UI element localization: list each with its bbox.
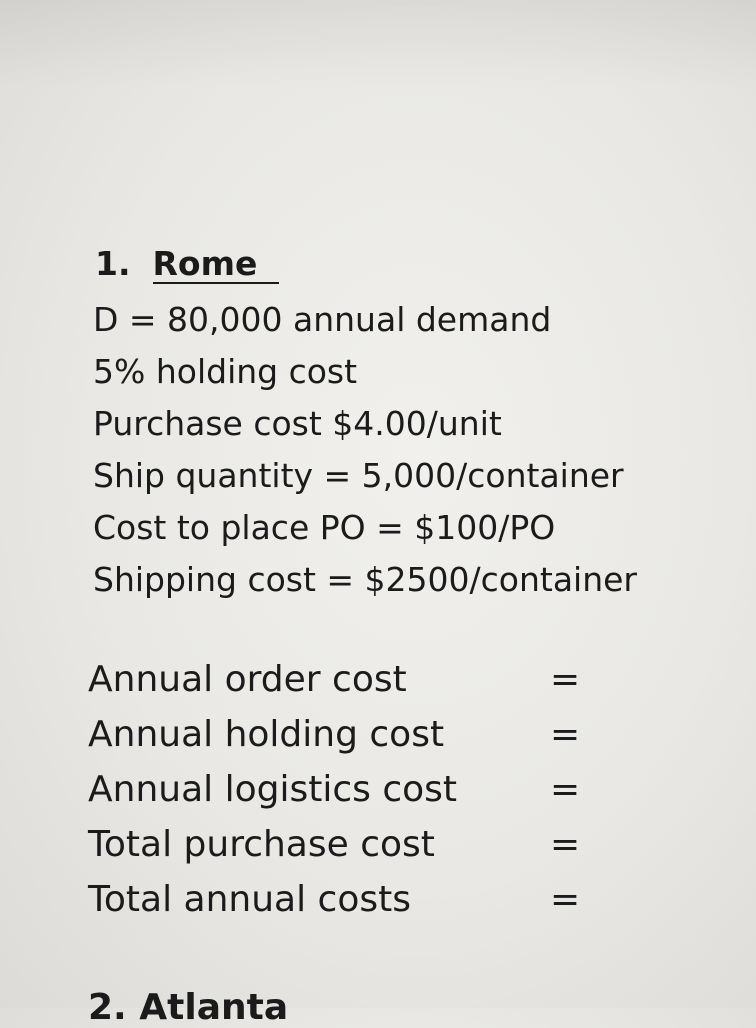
section-number: 1.	[95, 244, 131, 283]
equals-sign: =	[550, 659, 581, 700]
section-heading	[95, 244, 279, 284]
given-holding-cost: 5% holding cost	[93, 352, 358, 391]
cost-label: Total annual costs	[88, 879, 411, 920]
cost-label: Annual holding cost	[88, 714, 445, 755]
equals-sign: =	[550, 824, 581, 865]
next-section-city: Atlanta	[139, 987, 289, 1028]
next-section-heading	[88, 988, 288, 1028]
cost-row-logistics	[88, 762, 588, 817]
cost-label: Annual logistics cost	[88, 769, 458, 810]
equals-sign: =	[550, 714, 581, 755]
given-ship-quantity: Ship quantity = 5,000/container	[93, 456, 624, 495]
next-section-number: 2.	[88, 987, 127, 1028]
cost-label: Total purchase cost	[88, 824, 435, 865]
costs-list	[88, 652, 588, 927]
section-city: Rome	[153, 246, 280, 284]
equals-sign: =	[550, 879, 581, 920]
cost-row-holding	[88, 707, 588, 762]
cost-row-total	[88, 872, 588, 927]
cost-label: Annual order cost	[88, 659, 407, 700]
given-po-cost: Cost to place PO = $100/PO	[93, 508, 556, 547]
equals-sign: =	[550, 769, 581, 810]
givens-list	[93, 294, 637, 606]
page-shadow	[0, 0, 756, 90]
cost-row-purchase	[88, 817, 588, 872]
given-shipping-cost: Shipping cost = $2500/container	[93, 560, 638, 599]
given-purchase-cost: Purchase cost $4.00/unit	[93, 404, 502, 443]
given-demand: D = 80,000 annual demand	[93, 300, 552, 339]
cost-row-order	[88, 652, 588, 707]
